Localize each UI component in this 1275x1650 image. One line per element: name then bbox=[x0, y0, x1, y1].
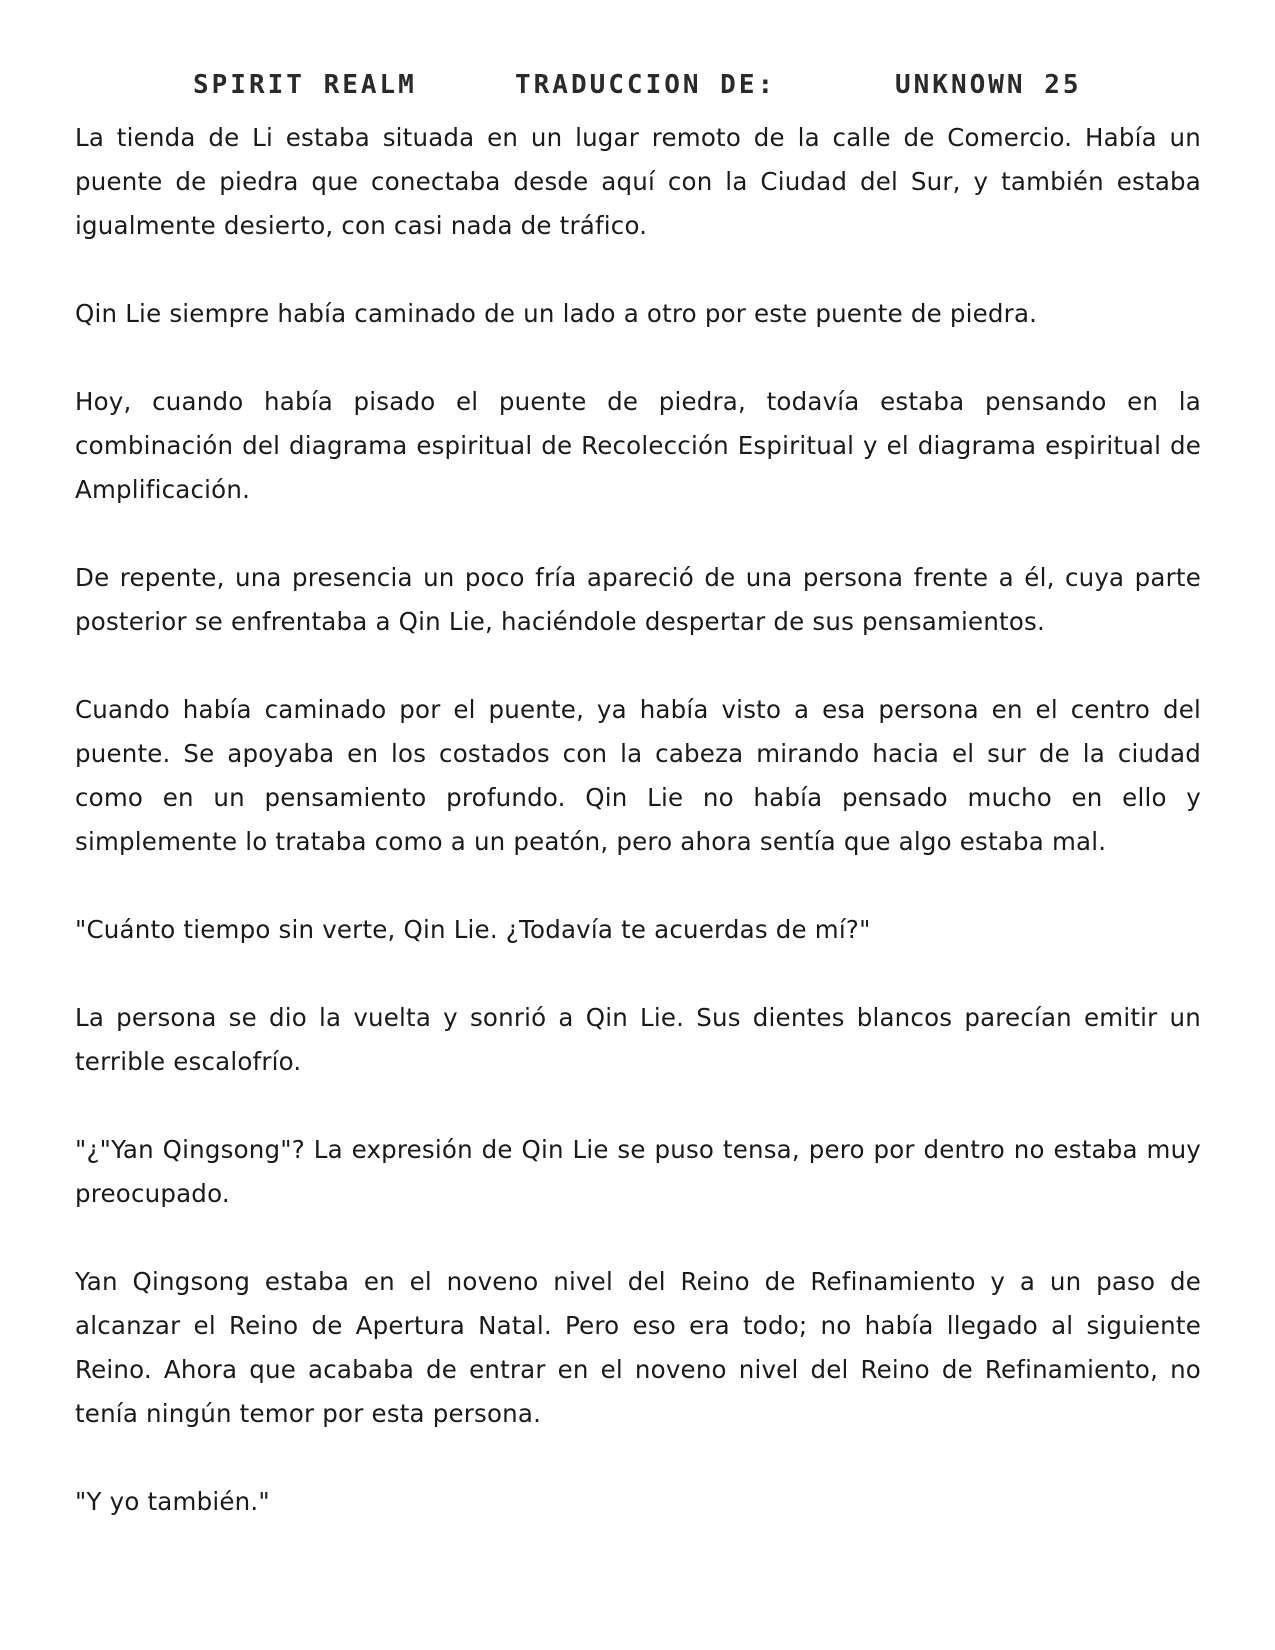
document-body bbox=[75, 116, 1201, 1568]
paragraph: La persona se dio la vuelta y sonrió a Qin Lie. Sus dientes blancos parecían emitir un terrible escalofrío. bbox=[75, 1003, 1201, 1076]
paragraph: "Cuánto tiempo sin verte, Qin Lie. ¿Todavía te acuerdas de mí?" bbox=[75, 915, 871, 944]
paragraph: "¿"Yan Qingsong"? La expresión de Qin Lie se puso tensa, pero por dentro no estaba muy preocupado. bbox=[75, 1135, 1201, 1208]
paragraph: De repente, una presencia un poco fría apareció de una persona frente a él, cuya parte posterior se enfrentaba a Qin Lie, haciéndole despertar de sus pensamientos. bbox=[75, 563, 1201, 636]
page-header bbox=[0, 70, 1275, 110]
paragraph: Qin Lie siempre había caminado de un lado a otro por este puente de piedra. bbox=[75, 299, 1038, 328]
header-title: SPIRIT REALM bbox=[193, 70, 417, 100]
header-translator: UNKNOWN 25 bbox=[895, 70, 1082, 100]
paragraph: La tienda de Li estaba situada en un lugar remoto de la calle de Comercio. Había un puente de piedra que conectaba desde aquí con la Ciudad del Sur, y también estaba igualmente desierto, con casi nada de tráfico. bbox=[75, 123, 1201, 240]
paragraph: Hoy, cuando había pisado el puente de piedra, todavía estaba pensando en la combinación del diagrama espiritual de Recolección Espiritual y el diagrama espiritual de Amplificación. bbox=[75, 387, 1201, 504]
paragraph: Cuando había caminado por el puente, ya había visto a esa persona en el centro del puente. Se apoyaba en los costados con la cabeza mirando hacia el sur de la ciudad como en un pensamiento profundo. Qin Lie no había pensado mucho en ello y simplemente lo trataba como a un peatón, pero ahora sentía que algo estaba mal. bbox=[75, 695, 1201, 856]
header-translation-label: TRADUCCION DE: bbox=[515, 70, 777, 100]
paragraph: Yan Qingsong estaba en el noveno nivel del Reino de Refinamiento y a un paso de alcanzar el Reino de Apertura Natal. Pero eso era todo; no había llegado al siguiente Reino. Ahora que acababa de entrar en el noveno nivel del Reino de Refinamiento, no tenía ningún temor por esta persona. bbox=[75, 1267, 1201, 1428]
paragraph: "Y yo también." bbox=[75, 1487, 270, 1516]
